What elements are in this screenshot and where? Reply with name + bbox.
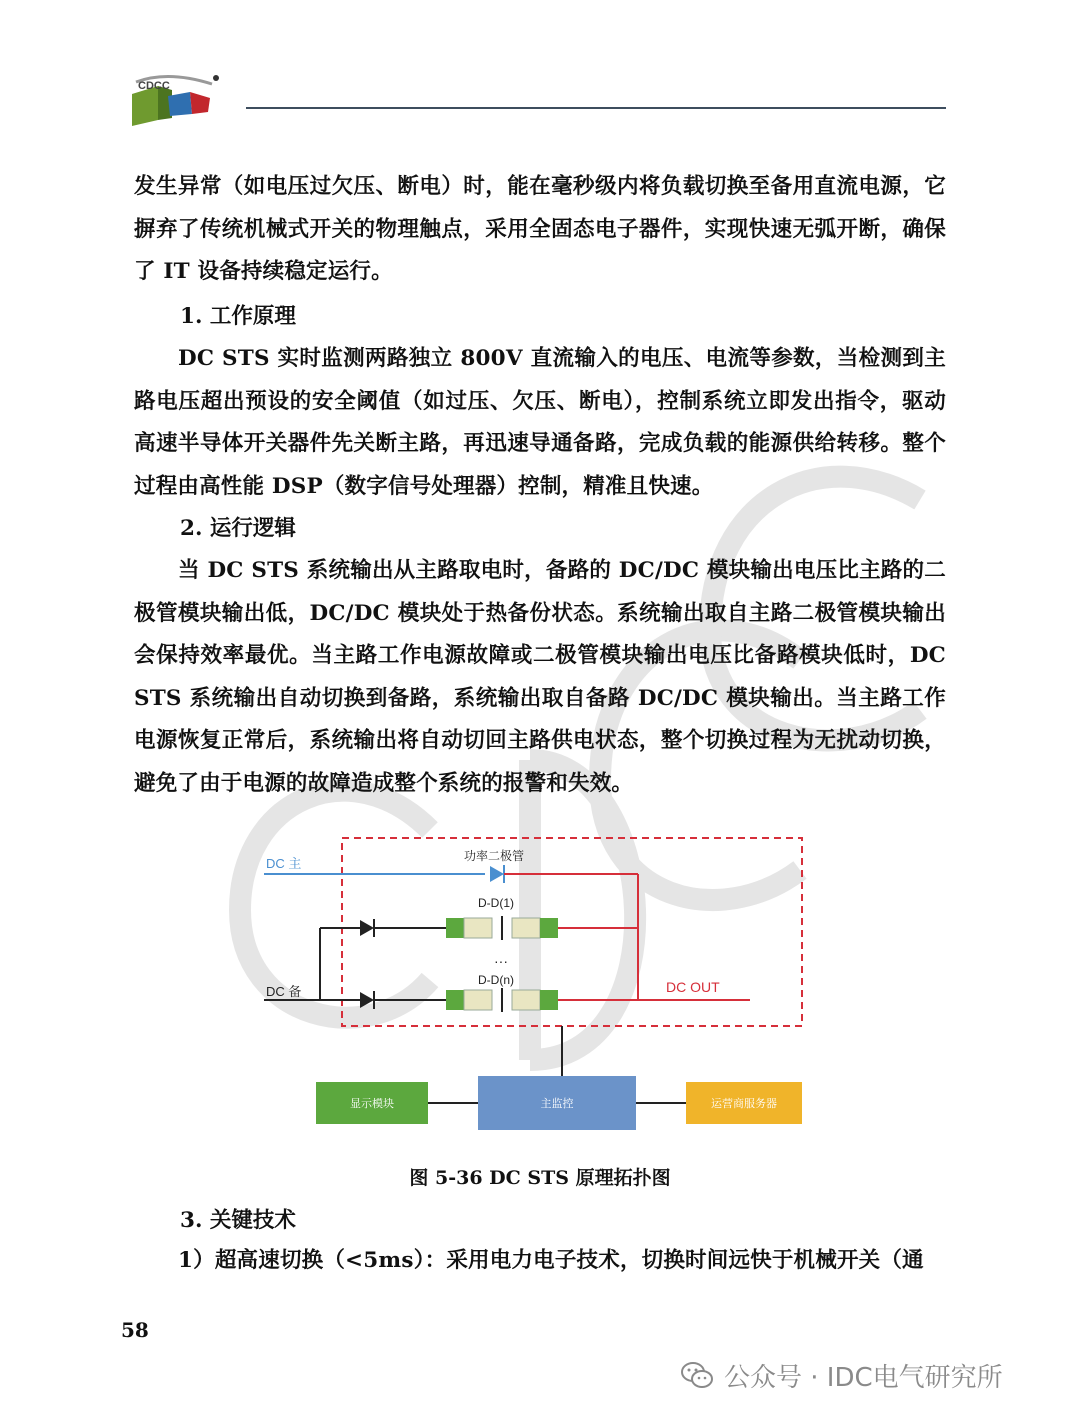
dcdc-module-1 <box>446 916 558 940</box>
paragraph-operating-logic: 当 DC STS 系统输出从主路取电时，备路的 DC/DC 模块输出电压比主路的二极管模块输出低，DC/DC 模块处于热备份状态。系统输出取自主路二极管模块输出会保持效率最优。当主路工作电源故障或二极管模块输出电压比备路模块低时，DC STS 系统输出自动切换到备路，系统输出取自备路 DC/DC 模块输出。当主路工作电源恢复正常后，系统输出将自动切回主路供电状态，整个切换过程为无扰动切换，避免了由于电源的故障造成整个系统的报警和失效。 <box>134 558 946 796</box>
modules-ellipsis: ··· <box>494 953 508 969</box>
footer-watermark <box>680 1355 1003 1395</box>
heading-key-technology: 3. 关键技术 <box>180 1208 296 1233</box>
heading-working-principle: 1. 工作原理 <box>180 304 296 329</box>
cdcc-logo <box>128 70 228 130</box>
page-number: 58 <box>121 1318 149 1342</box>
dc-out-label: DC OUT <box>666 979 720 995</box>
main-monitor-label: 主监控 <box>540 1098 574 1110</box>
dcdc-module-n <box>446 988 558 1012</box>
module-1-label: D-D(1) <box>478 896 514 910</box>
display-module-label: 显示模块 <box>350 1098 394 1110</box>
figure-caption: 图 5-36 DC STS 原理拓扑图 <box>409 1167 671 1189</box>
backup-diode-1-icon <box>360 920 374 936</box>
operator-server-label: 运营商服务器 <box>711 1098 777 1110</box>
logo-text: CDCC <box>138 80 170 92</box>
backup-diode-n-icon <box>360 992 374 1008</box>
paragraph-working-principle: DC STS 实时监测两路独立 800V 直流输入的电压、电流等参数，当检测到主路电压超出预设的安全阈值（如过压、欠压、断电），控制系统立即发出指令，驱动高速半导体开关器件先关断主路，再迅速导通备路，完成负载的能源供给转移。整个过程由高性能 DSP（数字信号处理器）控制，精准且快速。 <box>134 346 946 499</box>
header-rule <box>246 107 946 109</box>
heading-operating-logic: 2. 运行逻辑 <box>180 516 296 541</box>
module-n-label: D-D(n) <box>478 973 514 987</box>
dc-sts-topology-diagram <box>250 830 810 1140</box>
paragraph-key-technology: 1）超高速切换（<5ms）：采用电力电子技术，切换时间远快于机械开关（通 <box>178 1248 924 1273</box>
power-diode-label: 功率二极管 <box>464 849 525 863</box>
dc-main-label: DC 主 <box>266 856 302 871</box>
power-diode-icon <box>490 866 504 882</box>
dc-backup-label: DC 备 <box>266 984 302 999</box>
paragraph-intro: 发生异常（如电压过欠压、断电）时，能在毫秒级内将负载切换至备用直流电源，它摒弃了传统机械式开关的物理触点，采用全固态电子器件，实现快速无弧开断，确保了 IT 设备持续稳定运行。 <box>134 174 946 284</box>
sts-enclosure <box>342 838 802 1026</box>
wechat-icon <box>680 1360 714 1390</box>
footer-text: 公众号 · IDC电气研究所 <box>724 1362 1003 1393</box>
